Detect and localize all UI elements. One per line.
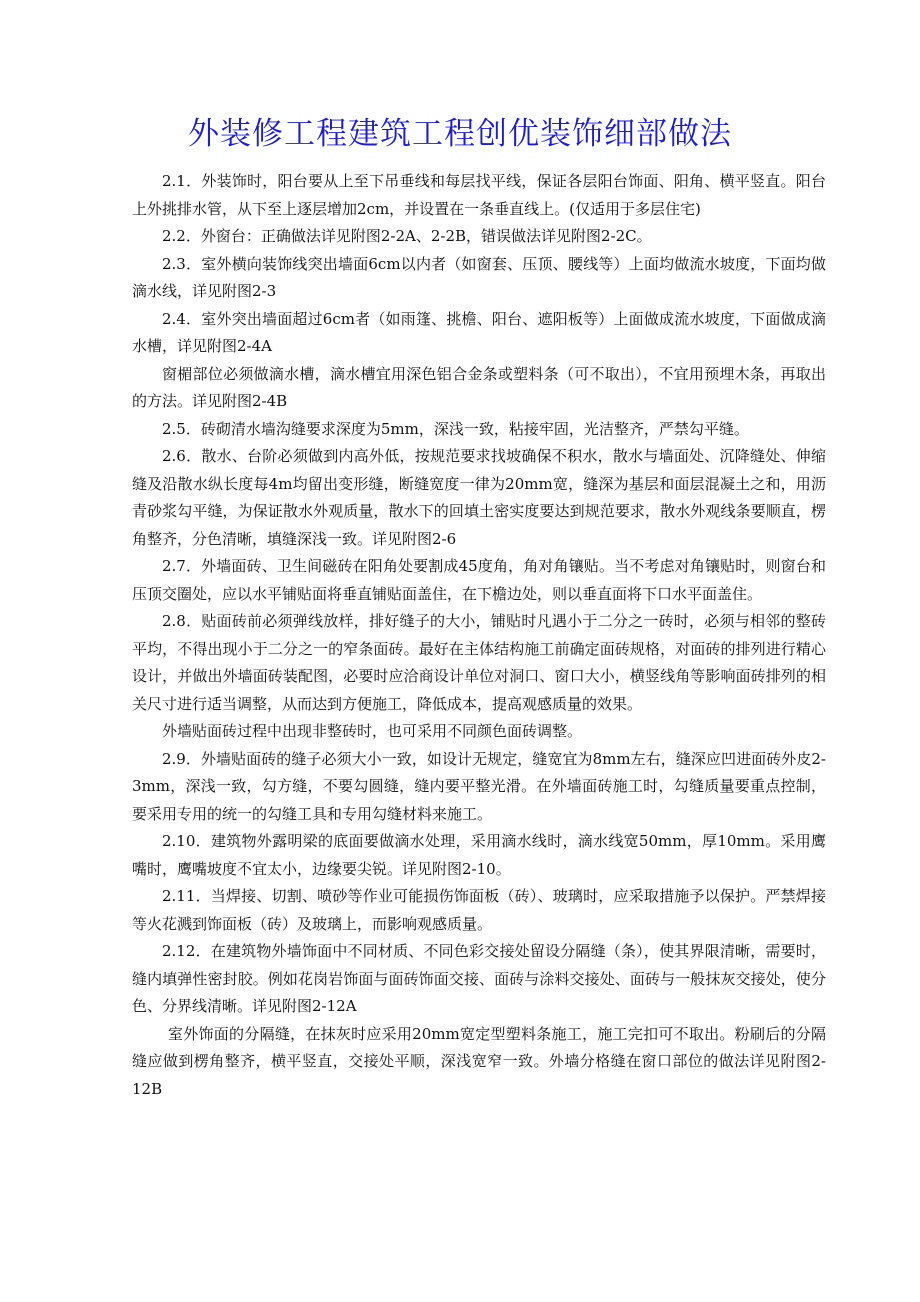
document-body	[132, 168, 826, 1103]
paragraph-2-12: 2.12．在建筑物外墙饰面中不同材质、不同色彩交接处留设分隔缝（条），使其界限清晰，需要时，缝内填弹性密封胶。例如花岗岩饰面与面砖饰面交接、面砖与涂料交接处、面砖与一般抹灰交接处，使分色、分界线清晰。详见附图2-12A	[132, 942, 826, 1015]
paragraph-2-1: 2.1．外装饰时，阳台要从上至下吊垂线和每层找平线，保证各层阳台饰面、阳角、横平竖直。阳台上外挑排水管，从下至上逐层增加2cm，并设置在一条垂直线上。(仅适用于多层住宅)	[132, 172, 826, 218]
paragraph-2-11: 2.11．当焊接、切割、喷砂等作业可能损伤饰面板（砖）、玻璃时，应采取措施予以保护。严禁焊接等火花溅到饰面板（砖）及玻璃上，而影响观感质量。	[132, 887, 826, 933]
paragraph-2-5: 2.5．砖砌清水墙沟缝要求深度为5mm，深浅一致，粘接牢固，光洁整齐，严禁勾平缝。	[162, 419, 749, 438]
paragraph-2-6: 2.6．散水、台阶必须做到内高外低，按规范要求找坡确保不积水，散水与墙面处、沉降缝处、伸缩缝及沿散水纵长度每4m均留出变形缝，断缝宽度一律为20mm宽，缝深为基层和面层混凝土之和，用沥青砂浆勾平缝，为保证散水外观质量，散水下的回填土密实度要达到规范要求，散水外观线条要顺直，楞角整齐，分色清晰，填缝深浅一致。详见附图2-6	[132, 447, 826, 548]
paragraph-2-12-note: 室外饰面的分隔缝，在抹灰时应采用20mm宽定型塑料条施工，施工完扣可不取出。粉刷后的分隔缝应做到楞角整齐，横平竖直，交接处平顺，深浅宽窄一致。外墙分格缝在窗口部位的做法详见附图2-12B	[132, 1024, 826, 1098]
document-title: 外装修工程建筑工程创优装饰细部做法	[188, 116, 732, 152]
paragraph-2-8-note: 外墙贴面砖过程中出现非整砖时，也可采用不同颜色面砖调整。	[162, 722, 583, 740]
paragraph-2-4: 2.4．室外突出墙面超过6cm者（如雨篷、挑檐、阳台、遮阳板等）上面做成流水坡度，下面做成滴水槽，详见附图2-4A	[132, 309, 826, 355]
paragraph-2-10: 2.10．建筑物外露明梁的底面要做滴水处理，采用滴水线时，滴水线宽50mm，厚10mm。采用鹰嘴时，鹰嘴坡度不宜太小，边缘要尖锐。详见附图2-10。	[132, 832, 826, 878]
paragraph-2-4-note: 窗楣部位必须做滴水槽，滴水槽宜用深色铝合金条或塑料条（可不取出），不宜用预埋木条，再取出的方法。详见附图2-4B	[132, 364, 826, 410]
paragraph-2-9: 2.9．外墙贴面砖的缝子必须大小一致，如设计无规定，缝宽宜为8mm左右，缝深应凹进面砖外皮2-3mm，深浅一致，勾方缝，不要勾圆缝，缝内要平整光滑。在外墙面砖施工时，勾缝质量要重点控制，要采用专用的统一的勾缝工具和专用勾缝材料来施工。	[132, 749, 826, 823]
paragraph-2-8: 2.8．贴面砖前必须弹线放样，排好缝子的大小，铺贴时凡遇小于二分之一砖时，必须与相邻的整砖平均，不得出现小于二分之一的窄条面砖。最好在主体结构施工前确定面砖规格，对面砖的排列进行精心设计，并做出外墙面砖装配图，必要时应洽商设计单位对洞口、窗口大小，横竖线角等影响面砖排列的相关尺寸进行适当调整，从而达到方便施工，降低成本，提高观感质量的效果。	[132, 612, 826, 713]
paragraph-2-7: 2.7．外墙面砖、卫生间磁砖在阳角处要割成45度角，角对角镶贴。当不考虑对角镶贴时，则窗台和压顶交圈处，应以水平铺贴面将垂直铺贴面盖住，在下檐边处，则以垂直面将下口水平面盖住。	[132, 557, 826, 603]
paragraph-2-2: 2.2．外窗台：正确做法详见附图2-2A、2-2B，错误做法详见附图2-2C。	[162, 227, 652, 245]
paragraph-2-3: 2.3．室外横向装饰线突出墙面6cm以内者（如窗套、压顶、腰线等）上面均做流水坡度，下面均做滴水线，详见附图2-3	[132, 254, 826, 300]
